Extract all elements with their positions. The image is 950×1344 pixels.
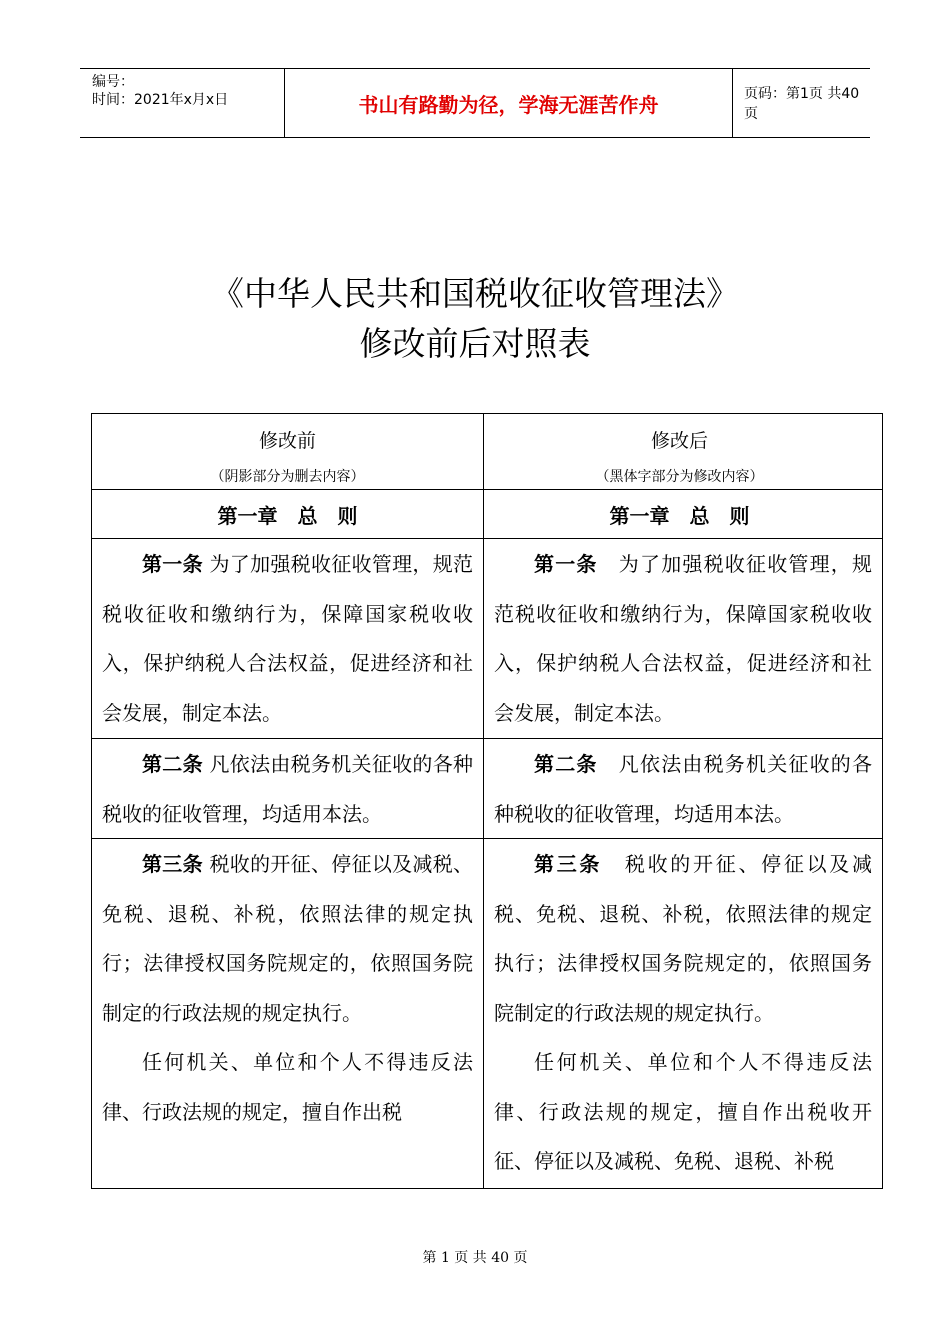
page-footer: 第 1 页 共 40 页 — [422, 1250, 528, 1266]
header-motto: 书山有路勤为径，学海无涯苦作舟 — [284, 69, 733, 137]
before-heading: 修改前 — [258, 430, 316, 452]
article-label: 第一条 — [142, 552, 203, 576]
article-label: 第二条 — [534, 752, 598, 776]
document-subtitle: 修改前后对照表 — [359, 324, 591, 363]
article-2-before — [92, 740, 483, 839]
article-text: 为了加强税收征收管理，规范税收征收和缴纳行为，保障国家税收收入，保护纳税人合法权益，促进经济和社会发展，制定本法。 — [102, 552, 474, 725]
article-text: 为了加强税收征收管理，规范税收征收和缴纳行为，保障国家税收收入，保护纳税人合法权益，促进经济和社会发展，制定本法。 — [494, 552, 873, 725]
article-text: 税收的开征、停征以及减税、免税、退税、补税，依照法律的规定执行；法律授权国务院规定的，依照国务院制定的行政法规的规定执行。 — [102, 852, 474, 1025]
article-2-after — [484, 740, 882, 839]
after-heading: 修改后 — [650, 430, 708, 452]
article-paragraph: 任何机关、单位和个人不得违反法律、行政法规的规定，擅自作出税收开征、停征以及减税、免税、退税、补税 — [494, 1050, 872, 1173]
before-note: （阴影部分为删去内容） — [210, 469, 365, 485]
chapter-heading-left: 第一章 总 则 — [217, 504, 358, 528]
article-label: 第三条 — [534, 852, 603, 876]
article-paragraph: 任何机关、单位和个人不得违反法律、行政法规的规定，擅自作出税 — [102, 1050, 473, 1124]
article-label: 第三条 — [142, 852, 203, 876]
after-note: （黑体字部分为修改内容） — [595, 469, 764, 485]
table-rule — [92, 538, 882, 539]
table-rule — [92, 738, 882, 739]
comparison-table — [91, 413, 883, 1189]
article-text: 凡依法由税务机关征收的各种税收的征收管理，均适用本法。 — [494, 752, 873, 826]
date-label: 时间：2021年x月x日 — [92, 92, 229, 108]
chapter-heading-right: 第一章 总 则 — [609, 504, 750, 528]
document-header — [80, 68, 870, 138]
table-rule — [92, 489, 882, 490]
number-label: 编号： — [92, 74, 134, 90]
article-3-after — [484, 840, 882, 1187]
header-meta — [80, 69, 284, 137]
article-label: 第一条 — [534, 552, 598, 576]
header-page-info: 页码：第1页 共40页 — [744, 86, 860, 122]
article-label: 第二条 — [142, 752, 203, 776]
article-3-before — [92, 840, 483, 1137]
document-title: 《中华人民共和国税收征收管理法》 — [211, 274, 739, 313]
article-text: 凡依法由税务机关征收的各种税收的征收管理，均适用本法。 — [102, 752, 474, 826]
article-1-after — [484, 540, 882, 738]
article-text: 税收的开征、停征以及减税、免税、退税、补税，依照法律的规定执行；法律授权国务院规定的，依照国务院制定的行政法规的规定执行。 — [494, 852, 873, 1025]
article-1-before — [92, 540, 483, 738]
